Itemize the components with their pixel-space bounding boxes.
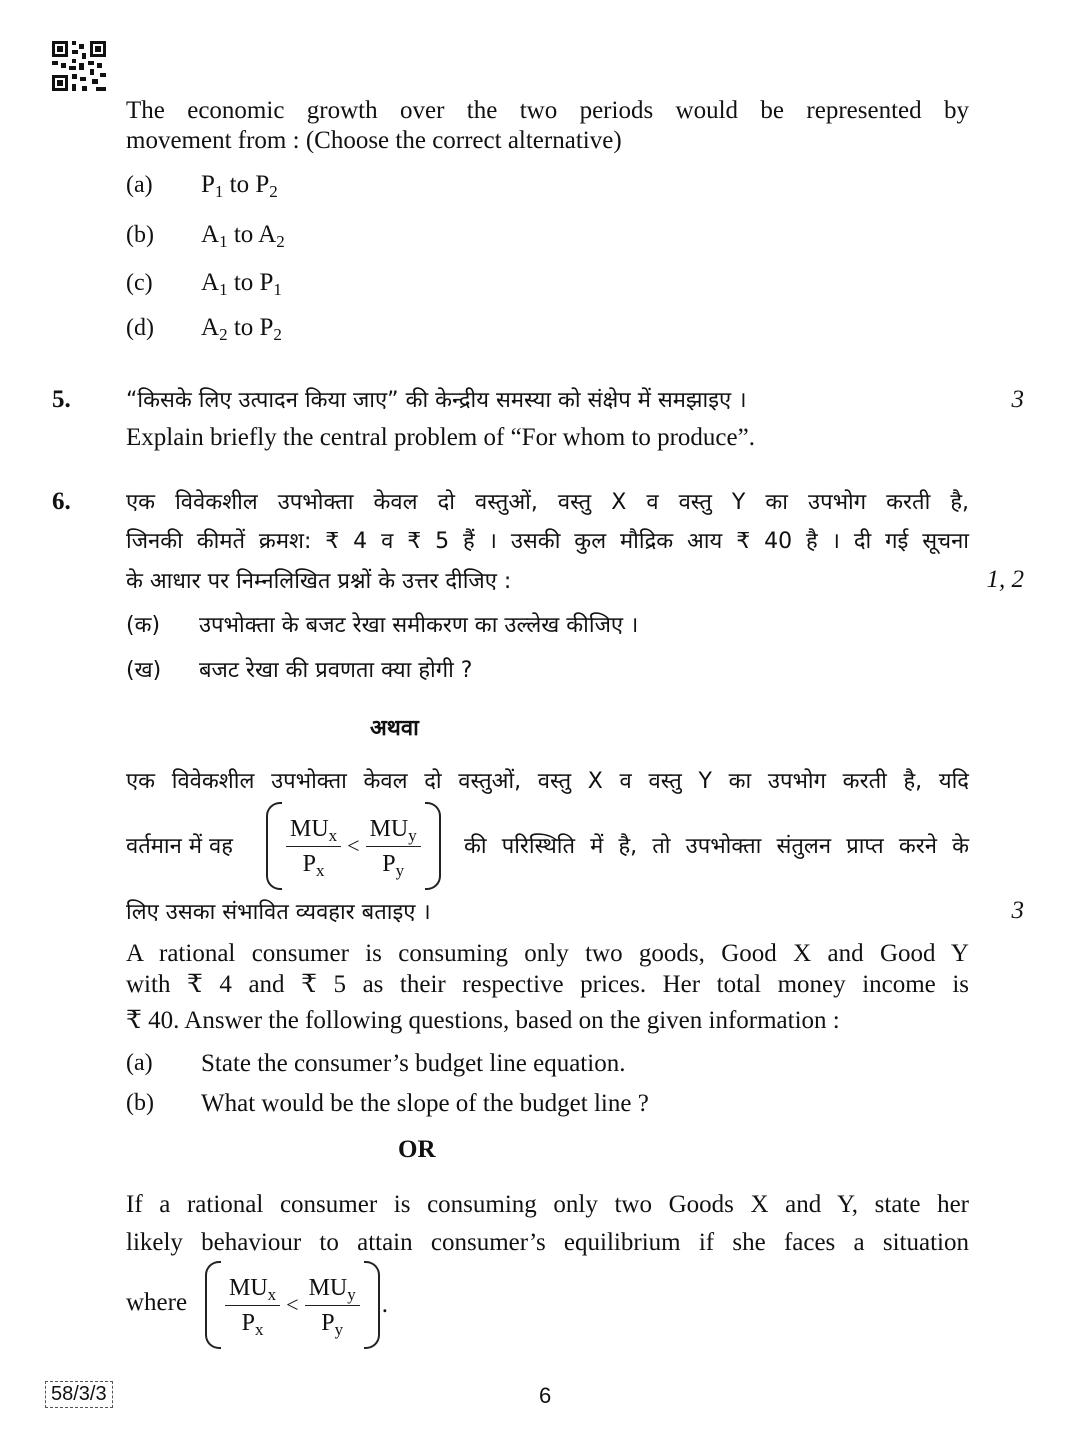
right-paren bbox=[425, 802, 441, 890]
sentence-period: . bbox=[381, 1291, 389, 1318]
q6-hindi-or-heading: अथवा bbox=[370, 716, 419, 741]
fraction-muy-py bbox=[366, 814, 421, 879]
q5-hindi-text: “किसके लिए उत्पादन किया जाए” की केन्द्रीय समस्या को संक्षेप में समझाइए । bbox=[126, 388, 747, 413]
q6-english-line2: with ₹ 4 and ₹ 5 as their respective prices. Her total money income is bbox=[126, 971, 969, 998]
q4-option-d-label: (d) bbox=[126, 315, 154, 341]
qr-code-icon bbox=[52, 41, 106, 91]
fraction-muy-py bbox=[305, 1273, 360, 1338]
q6-marks-second: 3 bbox=[1011, 897, 1024, 924]
q6-hindi-or-line2-post: की परिस्थिति में है, तो उपभोक्ता संतुलन प्राप्त करने के bbox=[464, 834, 969, 859]
q4-intro-line1: The economic growth over the two periods would be represented by bbox=[126, 97, 969, 124]
right-paren bbox=[364, 1261, 380, 1349]
q6-english-line3: ₹ 40. Answer the following questions, based on the given information : bbox=[126, 1007, 840, 1034]
q6-hindi-fraction-expression bbox=[266, 802, 441, 890]
q6-hindi-option-b-label: (ख) bbox=[126, 658, 162, 683]
q6-english-option-b-label: (b) bbox=[126, 1090, 154, 1116]
q6-english-option-a-label: (a) bbox=[126, 1050, 153, 1076]
fraction-denominator: $P_y$ bbox=[321, 1309, 344, 1339]
fraction-numerator: $MU_x$ bbox=[225, 1273, 280, 1306]
q6-hindi-line3: के आधार पर निम्नलिखित प्रश्नों के उत्तर दीजिए : bbox=[126, 569, 512, 594]
q4-option-c-text: $A_1$ to $P_1$ bbox=[201, 269, 282, 299]
q6-english-fraction-expression bbox=[205, 1261, 388, 1349]
q6-hindi-option-a-text: उपभोक्ता के बजट रेखा समीकरण का उल्लेख कीजिए । bbox=[199, 613, 639, 638]
q6-hindi-or-line1: एक विवेकशील उपभोक्ता केवल दो वस्तुओं, वस्तु X व वस्तु Y का उपभोग करती है, यदि bbox=[126, 769, 969, 794]
q5-number: 5. bbox=[52, 386, 71, 413]
q6-hindi-or-line2-pre: वर्तमान में वह bbox=[126, 834, 233, 859]
q5-marks: 3 bbox=[1011, 386, 1024, 413]
q6-hindi-line2: जिनकी कीमतें क्रमश: ₹ 4 व ₹ 5 हैं । उसकी कुल मौद्रिक आय ₹ 40 है । दी गई सूचना bbox=[126, 529, 969, 554]
fraction-denominator: $P_y$ bbox=[382, 850, 405, 880]
paper-code: 58/3/3 bbox=[45, 1381, 113, 1408]
q6-english-where: where bbox=[126, 1289, 188, 1316]
q6-english-or-line1: If a rational consumer is consuming only two Goods X and Y, state her bbox=[126, 1191, 969, 1218]
q4-option-b-text: $A_1$ to $A_2$ bbox=[201, 221, 285, 251]
q6-english-line1: A rational consumer is consuming only two goods, Good X and Good Y bbox=[126, 940, 969, 967]
fraction-denominator: $P_x$ bbox=[241, 1309, 264, 1339]
q6-hindi-option-b-text: बजट रेखा की प्रवणता क्या होगी ? bbox=[199, 658, 473, 683]
left-paren bbox=[205, 1261, 221, 1349]
q4-option-a-label: (a) bbox=[126, 172, 153, 198]
less-than-sign: < bbox=[286, 1292, 299, 1317]
q6-english-option-a-text: State the consumer’s budget line equation. bbox=[201, 1050, 626, 1077]
q4-intro-line2: movement from : (Choose the correct alternative) bbox=[126, 127, 622, 154]
q6-hindi-option-a-label: (क) bbox=[126, 613, 161, 638]
left-paren bbox=[266, 802, 282, 890]
less-than-sign: < bbox=[347, 833, 360, 858]
fraction-denominator: $P_x$ bbox=[302, 850, 325, 880]
fraction-numerator: $MU_y$ bbox=[366, 814, 421, 847]
q4-option-b-label: (b) bbox=[126, 222, 154, 248]
q4-option-c-label: (c) bbox=[126, 270, 153, 296]
q6-hindi-line1: एक विवेकशील उपभोक्ता केवल दो वस्तुओं, वस्तु X व वस्तु Y का उपभोग करती है, bbox=[126, 490, 969, 515]
fraction-mux-px bbox=[225, 1273, 280, 1338]
q6-english-option-b-text: What would be the slope of the budget line ? bbox=[201, 1090, 649, 1117]
q5-english-text: Explain briefly the central problem of “For whom to produce”. bbox=[126, 424, 755, 451]
q4-option-d-text: $A_2$ to $P_2$ bbox=[201, 314, 282, 344]
fraction-numerator: $MU_x$ bbox=[286, 814, 341, 847]
q6-number: 6. bbox=[52, 488, 71, 515]
q6-english-or-heading: OR bbox=[398, 1136, 436, 1163]
q6-english-or-line2: likely behaviour to attain consumer’s equilibrium if she faces a situation bbox=[126, 1229, 969, 1256]
fraction-mux-px bbox=[286, 814, 341, 879]
page-number: 6 bbox=[539, 1383, 552, 1408]
q4-option-a-text: $P_1$ to $P_2$ bbox=[201, 171, 278, 201]
q6-marks-first: 1, 2 bbox=[986, 566, 1024, 593]
q6-hindi-or-line3: लिए उसका संभावित व्यवहार बताइए । bbox=[126, 900, 431, 925]
fraction-numerator: $MU_y$ bbox=[305, 1273, 360, 1306]
